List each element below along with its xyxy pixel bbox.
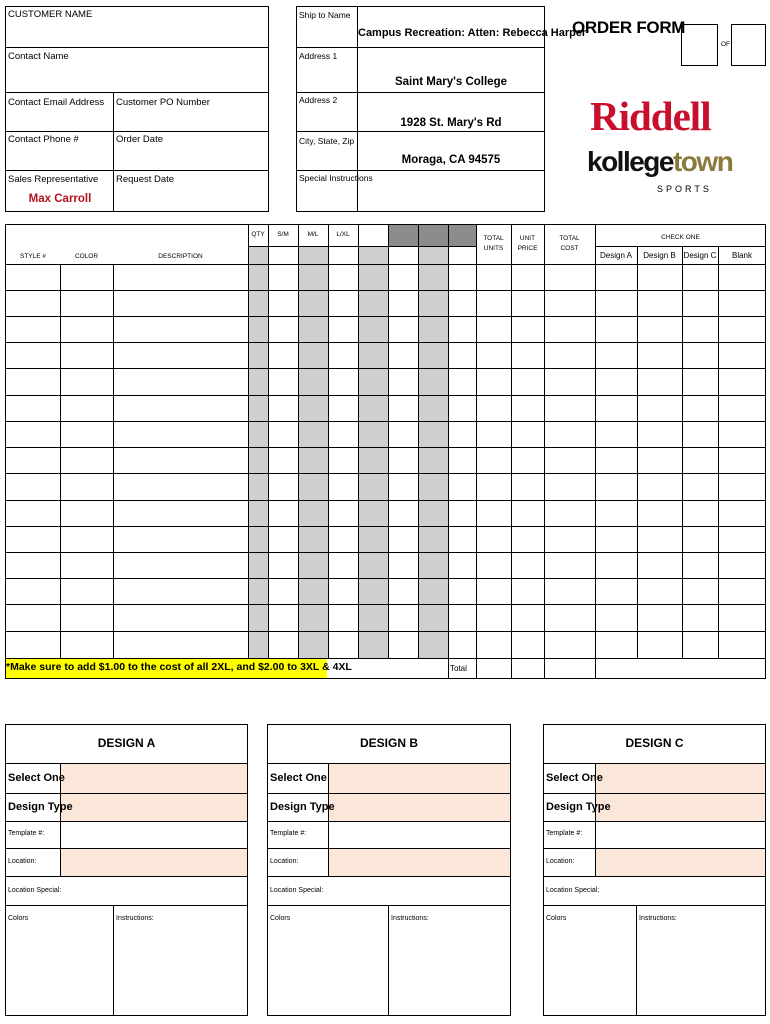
design-a-header: Design A <box>599 251 633 260</box>
design-b-design-type-field[interactable] <box>329 794 509 820</box>
size-surcharge-note: *Make sure to add $1.00 to the cost of all 2XL, and $2.00 to 3XL & 4XL <box>6 661 352 673</box>
sports-text: SPORTS <box>657 184 712 194</box>
design-c-title: DESIGN C <box>625 736 684 750</box>
contact-email-label: Contact Email Address <box>8 97 105 108</box>
color-header: COLOR <box>74 253 99 260</box>
riddell-logo: Riddell <box>590 93 711 139</box>
qty-header: QTY <box>251 231 265 238</box>
design-c-header: Design C <box>683 251 717 260</box>
blank-header: Blank <box>731 251 752 260</box>
design-b-location-field[interactable] <box>329 849 509 875</box>
design-a-template-label: Template #: <box>8 830 45 837</box>
design-c-design-type-field[interactable] <box>596 794 764 820</box>
customer-name-label: CUSTOMER NAME <box>8 9 93 20</box>
description-header: DESCRIPTION <box>158 253 203 260</box>
design-a-select-one-label: Select One <box>8 772 65 784</box>
design-c-template-label: Template #: <box>546 830 583 837</box>
address2-label: Address 2 <box>299 95 338 105</box>
design-a-location-field[interactable] <box>61 849 246 875</box>
contact-name-label: Contact Name <box>8 51 69 62</box>
town-text: town <box>672 146 733 177</box>
ml-header: M/L <box>307 231 319 238</box>
design-b-location-special-label: Location Special: <box>270 887 324 894</box>
design-b-instructions-label: Instructions: <box>391 915 429 922</box>
design-b-header: Design B <box>643 251 676 260</box>
design-b-location-label: Location: <box>270 858 299 865</box>
design-a-title: DESIGN A <box>97 736 156 750</box>
page-number-box[interactable] <box>681 24 718 66</box>
city-value[interactable]: Moraga, CA 94575 <box>401 154 501 166</box>
unit-price-header: UNIT PRICE <box>517 235 538 252</box>
total-label: Total <box>450 664 467 673</box>
special-instructions-label: Special Instructions <box>299 173 373 183</box>
design-a-location-label: Location: <box>8 858 37 865</box>
customer-po-label: Customer PO Number <box>116 97 210 108</box>
address1-value[interactable]: Saint Mary's College <box>394 76 508 88</box>
design-a-colors-label: Colors <box>8 915 29 922</box>
of-label: OF <box>721 41 731 48</box>
order-form-title: ORDER FORM <box>572 18 686 37</box>
design-c-location-field[interactable] <box>596 849 764 875</box>
order-date-label: Order Date <box>116 134 163 145</box>
design-c-select-one-field[interactable] <box>596 765 764 792</box>
design-a-design-type-field[interactable] <box>61 794 246 820</box>
design-c-select-one-label: Select One <box>546 772 603 784</box>
city-label: City, State, Zip <box>299 136 355 146</box>
design-b-colors-label: Colors <box>270 915 291 922</box>
kollege-text: kollege <box>587 146 673 177</box>
design-b-design-type-label: Design Type <box>270 801 335 813</box>
kollegetown-logo <box>587 146 732 178</box>
style-header: STYLE # <box>19 253 46 260</box>
design-b-select-one-field[interactable] <box>329 765 509 792</box>
address2-value[interactable]: 1928 St. Mary's Rd <box>400 117 502 129</box>
design-a-select-one-field[interactable] <box>61 765 246 792</box>
design-b-select-one-label: Select One <box>270 772 327 784</box>
total-units-header: TOTAL UNITS <box>483 235 504 252</box>
design-c-location-label: Location: <box>546 858 575 865</box>
ship-to-value[interactable]: Campus Recreation: Atten: Rebecca Harper <box>358 27 587 39</box>
contact-phone-label: Contact Phone # <box>8 134 79 145</box>
design-a-design-type-label: Design Type <box>8 801 73 813</box>
sales-rep-value[interactable]: Max Carroll <box>28 193 92 205</box>
design-b-title: DESIGN B <box>359 736 418 750</box>
design-b-template-label: Template #: <box>270 830 307 837</box>
total-cost-header: TOTAL COST <box>559 235 580 252</box>
address1-label: Address 1 <box>299 51 338 61</box>
request-date-label: Request Date <box>116 174 175 185</box>
lxl-header: L/XL <box>336 231 350 238</box>
design-c-design-type-label: Design Type <box>546 801 611 813</box>
design-c-instructions-label: Instructions: <box>639 915 677 922</box>
design-c-location-special-label: Location Special: <box>546 887 600 894</box>
check-one-header: CHECK ONE <box>661 234 700 241</box>
design-a-location-special-label: Location Special: <box>8 887 62 894</box>
sm-header: S/M <box>277 231 289 238</box>
ship-to-label: Ship to Name <box>299 10 351 20</box>
design-a-instructions-label: Instructions: <box>116 915 154 922</box>
page-total-box[interactable] <box>731 24 766 66</box>
design-c-colors-label: Colors <box>546 915 567 922</box>
sales-rep-label: Sales Representative <box>8 174 99 185</box>
